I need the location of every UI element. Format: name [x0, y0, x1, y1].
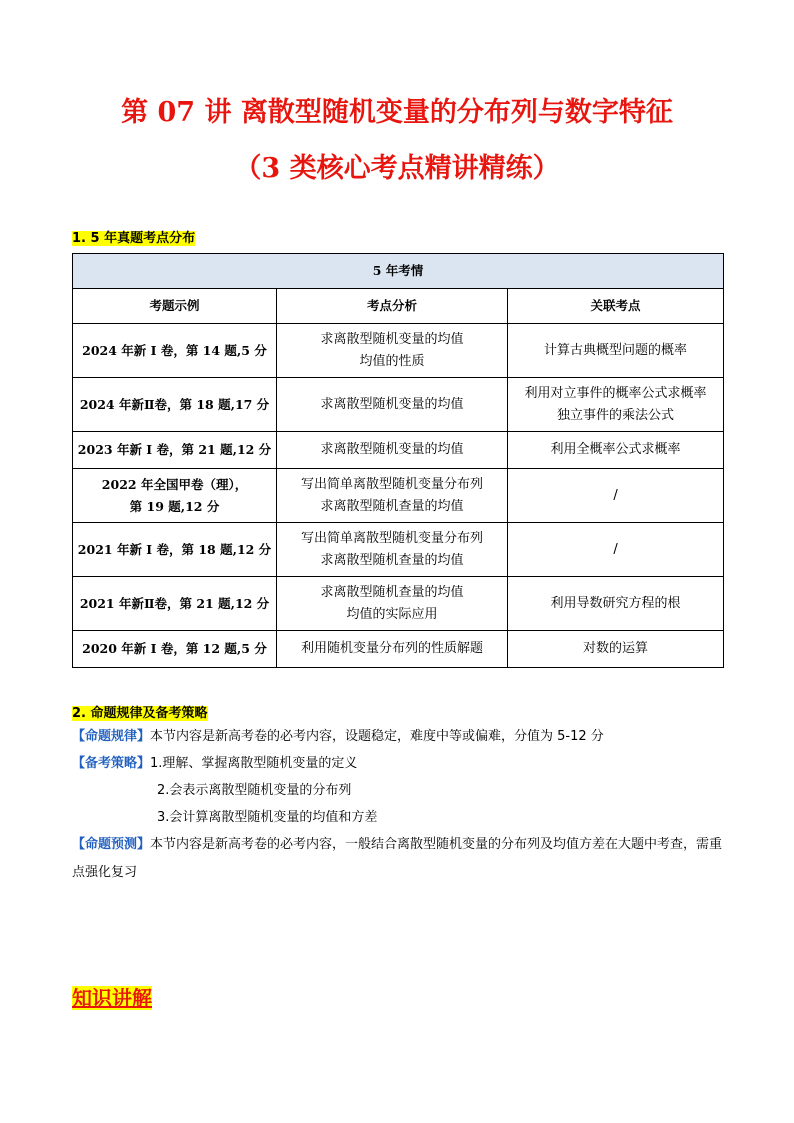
- strategy-paragraph: [72, 750, 724, 778]
- cell-analysis: 求离散型随机变量的均值: [277, 378, 508, 432]
- forecast-paragraph: [72, 831, 724, 887]
- cell-related: /: [508, 469, 724, 523]
- cell-related: 利用全概率公式求概率: [508, 432, 724, 469]
- table-row: [73, 577, 724, 631]
- cell-related: 利用导数研究方程的根: [508, 577, 724, 631]
- table-row: [73, 469, 724, 523]
- cell-related: 计算古典概型问题的概率: [508, 324, 724, 378]
- knowledge-heading-text: 知识讲解: [72, 986, 152, 1010]
- section-heading-strategy: [72, 702, 208, 721]
- section-heading-text: 2. 命题规律及备考策略: [72, 706, 208, 721]
- strategy-tag: 【备考策略】: [72, 756, 151, 771]
- section-heading-text: 1. 5 年真题考点分布: [72, 231, 196, 246]
- cell-related: /: [508, 523, 724, 577]
- cell-example: 2024 年新Ⅱ卷，第 18 题,17 分: [73, 378, 277, 432]
- table-caption: 5 年考情: [73, 254, 724, 289]
- strategy-item: 3.会计算离散型随机变量的均值和方差: [157, 810, 378, 825]
- table-row: [73, 378, 724, 432]
- rule-paragraph: [72, 723, 724, 751]
- rule-tag: 【命题规律】: [72, 729, 151, 744]
- cell-example: 2022 年全国甲卷（理）， 第 19 题,12 分: [73, 469, 277, 523]
- cell-example: 2021 年新Ⅱ卷，第 21 题,12 分: [73, 577, 277, 631]
- page-subtitle: （3 类核心考点精讲精练）: [234, 153, 560, 184]
- cell-analysis: 利用随机变量分布列的性质解题: [277, 631, 508, 668]
- cell-analysis: 写出简单离散型随机变量分布列 求离散型随机查量的均值: [277, 523, 508, 577]
- table-row: [73, 432, 724, 469]
- column-header-example: 考题示例: [73, 289, 277, 324]
- cell-analysis: 求离散型随机变量的均值 均值的性质: [277, 324, 508, 378]
- cell-related: 对数的运算: [508, 631, 724, 668]
- cell-example: 2021 年新 I 卷，第 18 题,12 分: [73, 523, 277, 577]
- cell-analysis: 写出简单离散型随机变量分布列 求离散型随机查量的均值: [277, 469, 508, 523]
- cell-related: 利用对立事件的概率公式求概率 独立事件的乘法公式: [508, 378, 724, 432]
- cell-example: 2023 年新 I 卷，第 21 题,12 分: [73, 432, 277, 469]
- cell-example: 2020 年新 I 卷，第 12 题,5 分: [73, 631, 277, 668]
- table-row: [73, 523, 724, 577]
- page-title: 第 07 讲 离散型随机变量的分布列与数字特征: [121, 97, 673, 128]
- column-header-related: 关联考点: [508, 289, 724, 324]
- column-header-analysis: 考点分析: [277, 289, 508, 324]
- exam-distribution-table: [72, 253, 724, 668]
- cell-analysis: 求离散型随机变量的均值: [277, 432, 508, 469]
- section-heading-exam-distribution: [72, 227, 195, 246]
- strategy-item: 1.理解、掌握离散型随机变量的定义: [150, 756, 358, 771]
- table-row: [73, 324, 724, 378]
- forecast-tag: 【命题预测】: [72, 837, 151, 852]
- knowledge-heading: [72, 982, 152, 1011]
- rule-text: 本节内容是新高考卷的必考内容，设题稳定，难度中等或偏难，分值为 5-12 分: [150, 729, 604, 744]
- table-row: [73, 631, 724, 668]
- cell-analysis: 求离散型随机查量的均值 均值的实际应用: [277, 577, 508, 631]
- forecast-text: 本节内容是新高考卷的必考内容，一般结合离散型随机变量的分布列及均值方差在大题中考查，需重点强化复习: [72, 837, 723, 880]
- cell-example: 2024 年新 I 卷，第 14 题,5 分: [73, 324, 277, 378]
- strategy-item: 2.会表示离散型随机变量的分布列: [157, 783, 352, 798]
